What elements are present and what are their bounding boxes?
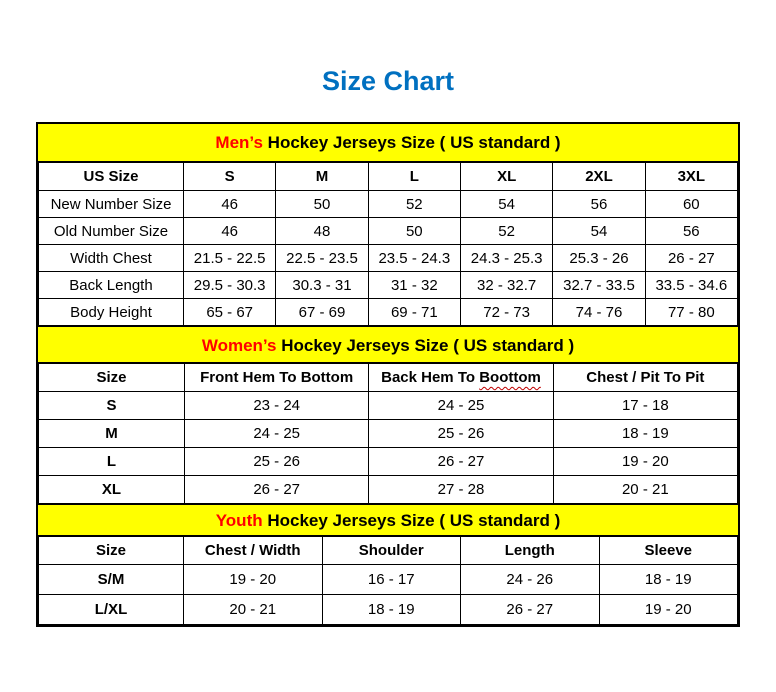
table-cell: 54	[460, 191, 552, 218]
row-label: S	[39, 392, 185, 420]
table-row	[39, 245, 738, 272]
column-header: 2XL	[553, 163, 645, 191]
row-label: Old Number Size	[39, 218, 184, 245]
table-header-row	[39, 537, 738, 565]
row-label: Body Height	[39, 299, 184, 326]
table-header-row	[39, 163, 738, 191]
row-label: New Number Size	[39, 191, 184, 218]
column-header-text: Back Hem To	[381, 369, 480, 386]
table-cell: 25 - 26	[185, 448, 369, 476]
table-cell: 24.3 - 25.3	[460, 245, 552, 272]
column-header: Chest / Width	[184, 537, 323, 565]
table-cell: 18 - 19	[322, 595, 461, 625]
mens-section-title-rest: Hockey Jerseys Size ( US standard )	[262, 133, 561, 152]
table-row	[39, 565, 738, 595]
row-label: XL	[39, 476, 185, 504]
table-cell: 23 - 24	[185, 392, 369, 420]
misspelled-word: Boottom	[479, 369, 541, 386]
table-cell: 32 - 32.7	[460, 272, 552, 299]
table-cell: 50	[368, 218, 460, 245]
table-cell: 33.5 - 34.6	[645, 272, 737, 299]
table-cell: 25.3 - 26	[553, 245, 645, 272]
womens-section-title-rest: Hockey Jerseys Size ( US standard )	[276, 336, 575, 355]
table-cell: 20 - 21	[553, 476, 737, 504]
column-header: 3XL	[645, 163, 737, 191]
table-cell: 77 - 80	[645, 299, 737, 326]
table-cell: 30.3 - 31	[276, 272, 368, 299]
table-cell: 25 - 26	[369, 420, 553, 448]
table-cell: 56	[645, 218, 737, 245]
column-header: Size	[39, 364, 185, 392]
table-cell: 32.7 - 33.5	[553, 272, 645, 299]
table-cell: 50	[276, 191, 368, 218]
mens-section-banner	[38, 124, 738, 162]
row-label: M	[39, 420, 185, 448]
table-cell: 54	[553, 218, 645, 245]
table-cell: 26 - 27	[461, 595, 600, 625]
table-cell: 69 - 71	[368, 299, 460, 326]
table-cell: 27 - 28	[369, 476, 553, 504]
table-cell: 16 - 17	[322, 565, 461, 595]
column-header: M	[276, 163, 368, 191]
row-label: L	[39, 448, 185, 476]
column-header: US Size	[39, 163, 184, 191]
table-cell: 46	[184, 218, 276, 245]
womens-section-title-accent: Women’s	[201, 336, 277, 355]
table-row	[39, 218, 738, 245]
table-cell: 52	[460, 218, 552, 245]
row-label: L/XL	[39, 595, 184, 625]
row-label: Width Chest	[39, 245, 184, 272]
column-header-misspelled	[369, 364, 553, 392]
column-header: Shoulder	[322, 537, 461, 565]
youth-section-banner	[38, 504, 738, 536]
column-header: L	[368, 163, 460, 191]
table-cell: 72 - 73	[460, 299, 552, 326]
table-cell: 74 - 76	[553, 299, 645, 326]
table-cell: 22.5 - 23.5	[276, 245, 368, 272]
column-header: Length	[461, 537, 600, 565]
column-header: Front Hem To Bottom	[185, 364, 369, 392]
table-cell: 24 - 25	[185, 420, 369, 448]
table-cell: 18 - 19	[553, 420, 737, 448]
table-row	[39, 299, 738, 326]
table-row	[39, 595, 738, 625]
table-cell: 46	[184, 191, 276, 218]
column-header: XL	[460, 163, 552, 191]
table-row	[39, 420, 738, 448]
table-cell: 52	[368, 191, 460, 218]
mens-section-title-accent: Men’s	[215, 133, 263, 152]
table-cell: 17 - 18	[553, 392, 737, 420]
table-cell: 65 - 67	[184, 299, 276, 326]
table-cell: 19 - 20	[599, 595, 738, 625]
row-label: S/M	[39, 565, 184, 595]
womens-section-banner	[38, 326, 738, 363]
table-cell: 56	[553, 191, 645, 218]
womens-size-table	[38, 363, 738, 504]
row-label: Back Length	[39, 272, 184, 299]
youth-section-title-accent: Youth	[215, 511, 263, 530]
table-cell: 20 - 21	[184, 595, 323, 625]
table-header-row	[39, 364, 738, 392]
table-row	[39, 191, 738, 218]
youth-section-title-rest: Hockey Jerseys Size ( US standard )	[262, 511, 561, 530]
table-cell: 23.5 - 24.3	[368, 245, 460, 272]
table-cell: 29.5 - 30.3	[184, 272, 276, 299]
table-cell: 21.5 - 22.5	[184, 245, 276, 272]
size-chart-table-group	[36, 122, 740, 627]
table-cell: 31 - 32	[368, 272, 460, 299]
table-row	[39, 476, 738, 504]
column-header: Chest / Pit To Pit	[553, 364, 737, 392]
table-row	[39, 272, 738, 299]
table-cell: 24 - 26	[461, 565, 600, 595]
table-row	[39, 448, 738, 476]
table-row	[39, 392, 738, 420]
mens-size-table	[38, 162, 738, 326]
column-header: Sleeve	[599, 537, 738, 565]
table-cell: 19 - 20	[184, 565, 323, 595]
table-cell: 67 - 69	[276, 299, 368, 326]
youth-size-table	[38, 536, 738, 625]
column-header: Size	[39, 537, 184, 565]
table-cell: 48	[276, 218, 368, 245]
table-cell: 60	[645, 191, 737, 218]
table-cell: 26 - 27	[369, 448, 553, 476]
column-header: S	[184, 163, 276, 191]
page-title: Size Chart	[321, 66, 455, 96]
table-cell: 26 - 27	[185, 476, 369, 504]
table-cell: 26 - 27	[645, 245, 737, 272]
table-cell: 24 - 25	[369, 392, 553, 420]
table-cell: 19 - 20	[553, 448, 737, 476]
table-cell: 18 - 19	[599, 565, 738, 595]
